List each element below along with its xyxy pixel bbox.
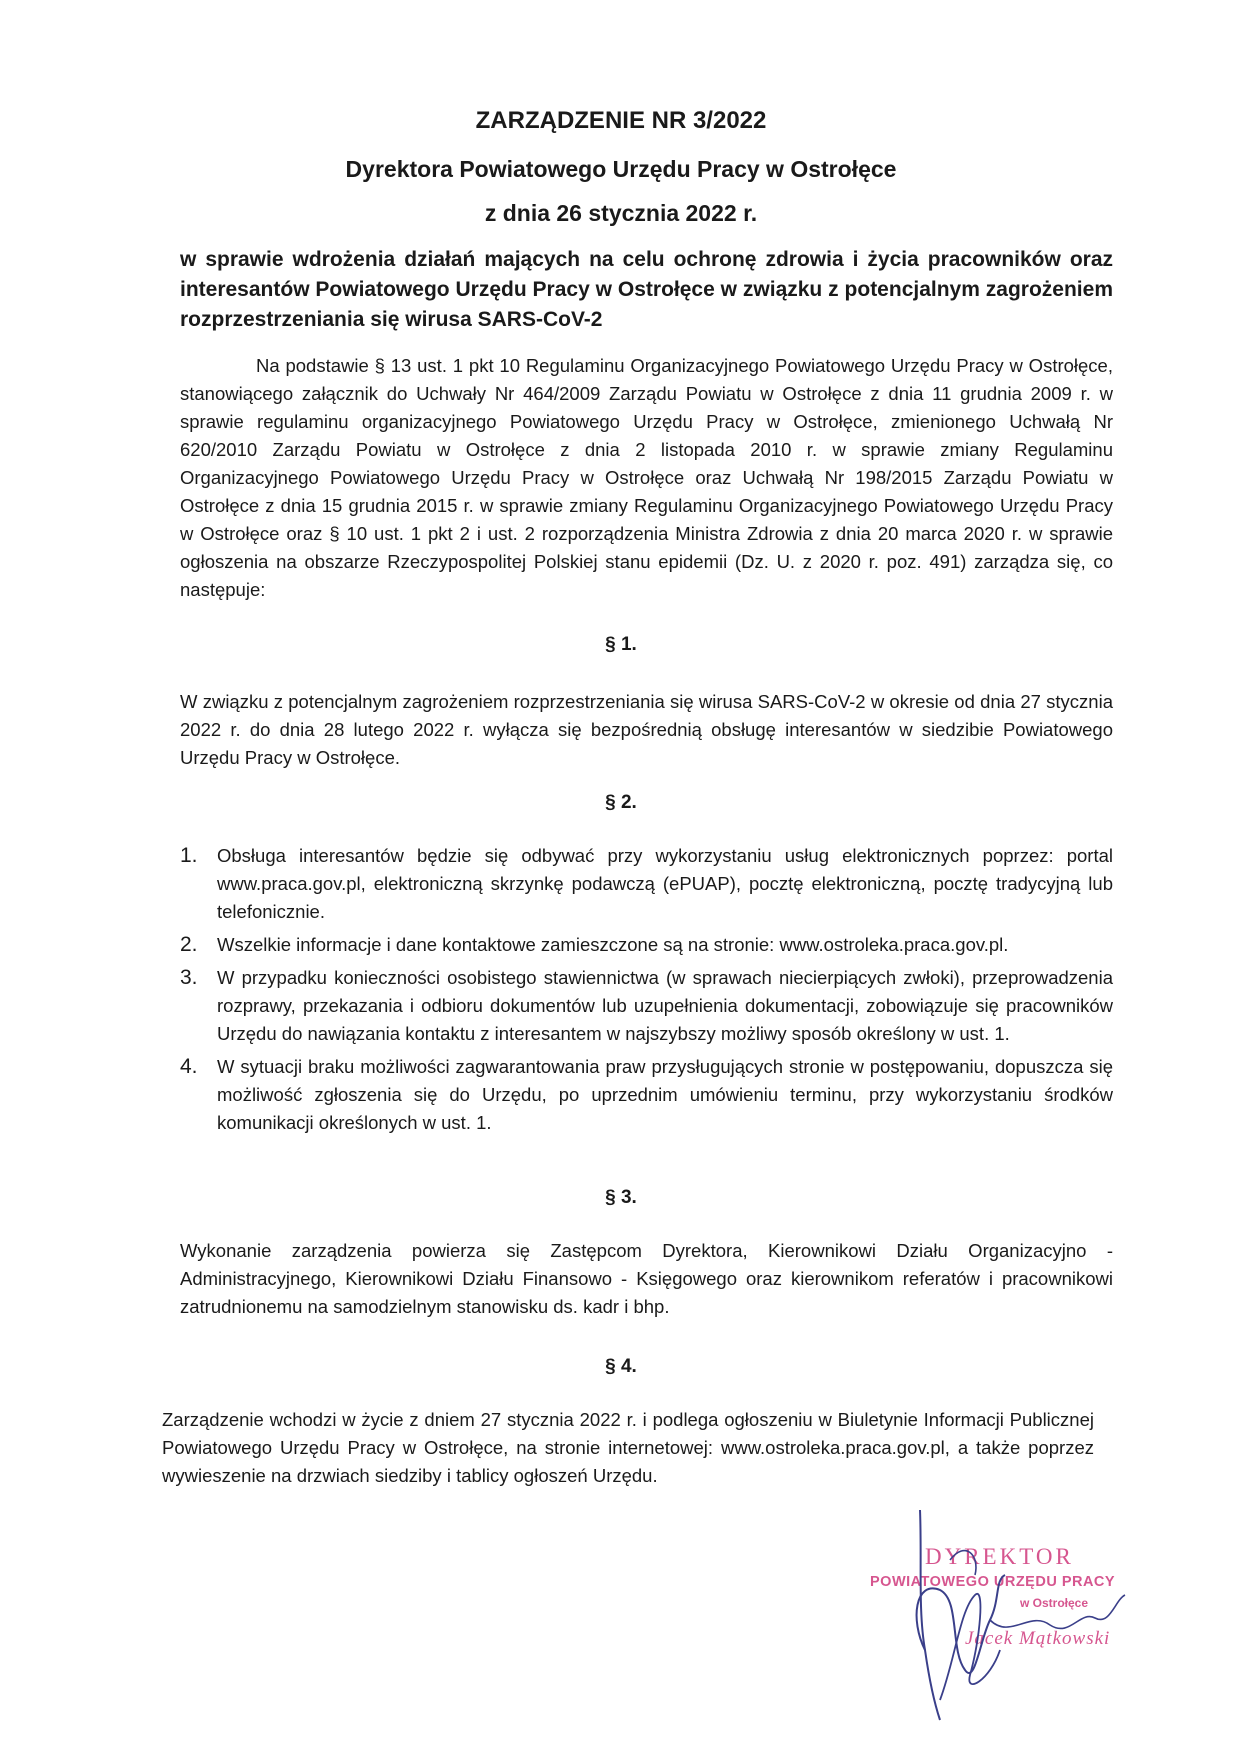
section-4-text: Zarządzenie wchodzi w życie z dniem 27 stycznia 2022 r. i podlega ogłoszeniu w Biuletynie Informacji Publicznej Powiatowego Urzędu Pracy w Ostrołęce, na stronie internetowej: www.ostroleka.praca.gov.pl, a także poprzez wywieszenie na drzwiach siedziby i tablicy ogłoszeń Urzędu. [162, 1409, 1094, 1486]
document-date: z dnia 26 stycznia 2022 r. [484, 200, 758, 226]
signature-icon [880, 1500, 1140, 1730]
list-item [180, 1053, 1113, 1137]
stamp-office: POWIATOWEGO URZĘDU PRACY [870, 1574, 1116, 1590]
section-2-list [180, 842, 1113, 1142]
list-item [180, 931, 1113, 959]
list-item [180, 842, 1113, 926]
document-subject: w sprawie wdrożenia działań mających na celu ochronę zdrowia i życia pracowników oraz interesantów Powiatowego Urzędu Pracy w Ostrołęce w związku z potencjalnym zagrożeniem rozprzestrzeniania się wirusa SARS-CoV-2 [180, 248, 1113, 331]
legal-basis-paragraph: Na podstawie § 13 ust. 1 pkt 10 Regulaminu Organizacyjnego Powiatowego Urzędu Pracy w Ostrołęce, stanowiącego załącznik do Uchwały Nr 464/2009 Zarządu Powiatu w Ostrołęce z dnia 11 grudnia 2009 r. w sprawie regulaminu organizacyjnego Powiatowego Urzędu Pracy w Ostrołęce, zmienionego Uchwałą Nr 620/2010 Zarządu Powiatu w Ostrołęce z dnia 2 listopada 2010 r. w sprawie zmiany Regulaminu Organizacyjnego Powiatowego Urzędu Pracy w Ostrołęce oraz Uchwałą Nr 198/2015 Zarządu Powiatu w Ostrołęce z dnia 15 grudnia 2015 r. w sprawie zmiany Regulaminu Organizacyjnego Powiatowego Urzędu Pracy w Ostrołęce oraz § 10 ust. 1 pkt 2 i ust. 2 rozporządzenia Ministra Zdrowia z dnia 20 marca 2020 r. w sprawie ogłoszenia na obszarze Rzeczypospolitej Polskiej stanu epidemii (Dz. U. z 2020 r. poz. 491) zarządza się, co następuje: [180, 355, 1113, 600]
section-heading-2: § 2. [605, 792, 637, 813]
list-item-text: Obsługa interesantów będzie się odbywać przy wykorzystaniu usług elektronicznych poprzez: portal www.praca.gov.pl, elektroniczną skrzynkę podawczą (ePUAP), pocztę elektroniczną, pocztę tradycyjną lub telefonicznie. [217, 845, 1113, 922]
section-heading-4: § 4. [605, 1356, 637, 1377]
list-item [180, 964, 1113, 1048]
stamp-title: DYREKTOR [925, 1544, 1074, 1569]
document-title: ZARZĄDZENIE NR 3/2022 [475, 107, 767, 134]
list-item-number: 1. [180, 844, 198, 867]
list-item-text: W sytuacji braku możliwości zagwarantowania praw przysługujących stronie w postępowaniu, dopuszcza się możliwość zgłoszenia się do Urzędu, po uprzednim umówieniu terminu, przy wykorzystaniu środków komunikacji określonych w ust. 1. [217, 1056, 1113, 1133]
stamp-name: Jacek Mątkowski [965, 1628, 1111, 1649]
section-3-text: Wykonanie zarządzenia powierza się Zastępcom Dyrektora, Kierownikowi Działu Organizacyjno - Administracyjnego, Kierownikowi Działu Finansowo - Księgowego oraz kierownikom referatów i pracownikowi zatrudnionemu na samodzielnym stanowisku ds. kadr i bhp. [180, 1240, 1113, 1317]
list-item-text: Wszelkie informacje i dane kontaktowe zamieszczone są na stronie: www.ostroleka.praca.gov.pl. [217, 934, 1009, 955]
section-heading-3: § 3. [605, 1187, 637, 1208]
list-item-number: 4. [180, 1055, 198, 1078]
section-heading-1: § 1. [605, 634, 637, 655]
stamp-city: w Ostrołęce [1020, 1596, 1089, 1610]
list-item-number: 3. [180, 966, 198, 989]
list-item-text: W przypadku konieczności osobistego stawiennictwa (w sprawach niecierpiących zwłoki), przeprowadzenia rozprawy, przekazania i odbioru dokumentów lub uzupełnienia dokumentacji, zobowiązuje się pracowników Urzędu do nawiązania kontaktu z interesantem w najszybszy możliwy sposób określony w ust. 1. [217, 967, 1113, 1044]
section-1-text: W związku z potencjalnym zagrożeniem rozprzestrzeniania się wirusa SARS-CoV-2 w okresie od dnia 27 stycznia 2022 r. do dnia 28 lutego 2022 r. wyłącza się bezpośrednią obsługę interesantów w siedzibie Powiatowego Urzędu Pracy w Ostrołęce. [180, 691, 1113, 768]
list-item-number: 2. [180, 933, 198, 956]
document-issuer: Dyrektora Powiatowego Urzędu Pracy w Ostrołęce [345, 156, 897, 182]
